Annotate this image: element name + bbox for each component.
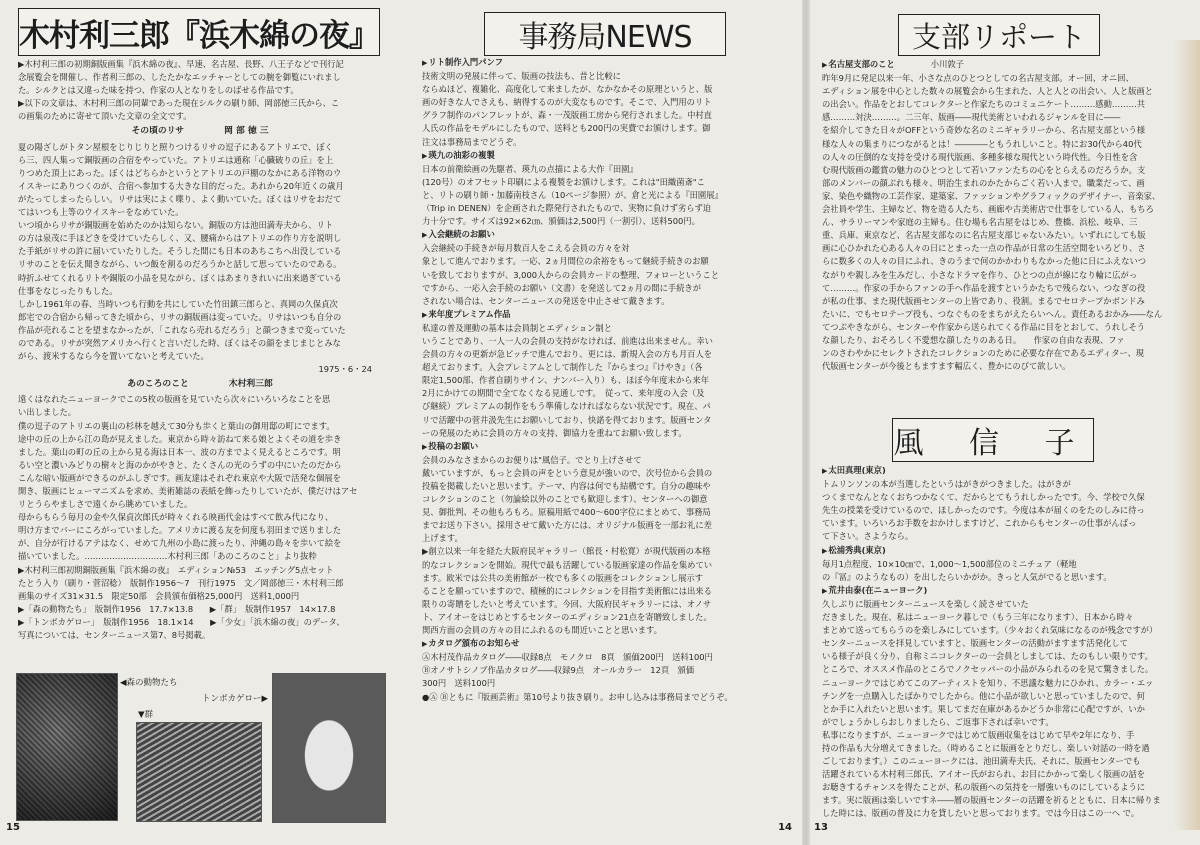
page-title-hamayu: 木村利三郎『浜木綿の夜』 [18,8,380,56]
text-line: ました。葉山の町の丘の上から見る海は日本一、波の方までよく見えるところです。明 [18,446,341,457]
branch-report [822,58,1178,373]
text-line: 様な人々の集まりにつながるとは！――――ともうれしいこと。特にお30代から40代 [822,138,1142,149]
text-line: 家、染色や織物の工芸作家、建築家、ファッションやグラフィックのデザイナー、音楽家、 [822,190,1161,201]
text-line: 見、御批判、その他もろもろ。原稿用紙で400～600字位にまとめて、事務局 [422,507,711,518]
text-line: ●Ⓐ Ⓑともに『版画芸術』第10号より抜き刷り。お申し込みは事務局までどうぞ。 [422,691,733,702]
text-line: 会社員や学生、主婦など、物を造る人たち、画廊や古美術店で仕事をしている人、もちろ [822,204,1154,215]
page-title-news: 事務局NEWS [484,12,726,56]
text-line: 昨年9月に発足以来一年、小さな点のひとつとしての名古屋支部。オー回、オニ回、 [822,73,1134,84]
text-line: 力十分です。サイズは92×62㎝、頒価は2,500円（一割引）、送料500円。 [422,216,700,227]
text-line: ▶創立以来一年を経た大阪府民ギャラリー（館長・村松寛）が現代版画の本格 [422,546,711,557]
subheading-sonokoro [18,125,382,138]
text-line: ▶以下の文章は、木村利三郎の同輩であった現在シルクの刷り師、岡部徳三氏から、こ [18,98,340,109]
text-line: らに数多くの人々の目にふれ、きのうまで何のかかわりもなかった他に日にふえないつ [822,256,1147,267]
news-item-renewal [422,242,786,307]
text-line: が、自分が行けるアテはなく、せめて九州の小島に渡ったり、沖縄の島々を歩いて絵を [18,538,342,549]
text-line: いつ頃からリサが銅版画を始めたのかは知らない。銅版の方は池田満寿夫から、リト [18,220,334,231]
caption-forest-animals: ◀森の動物たち [120,678,178,688]
text-line: いうことであり、一人一人の会員の支持がなければ、前進は出来ません。幸い [422,335,713,346]
print-image-forest-animals [16,673,118,821]
text-line: (120号）のオフセット印刷による複製をお頒けします。これは"田織菌斎"こ [422,176,705,187]
text-line: Ⓐ木村茂作品カタログ――収録8点 モノクロ 8頁 頒価200円 送料100円 [422,652,713,663]
print-image-tombo [272,673,386,823]
text-line: まとめて送ってもらうのを楽しみにしています。（少々おくれ気味になるのが残念ですが） [822,625,1158,636]
intro-lines [18,58,382,123]
text-line: お聴きするチャンスを得たことが、私の版画への気持を一層強いものにしているように [822,782,1146,793]
branch-heading: ▶名古屋支部のこと 小川敦子 [822,59,964,69]
text-line: 代版画センターが今後ともますます輻広く、豊かにのびて欲しい。 [822,361,1071,372]
page-number: 15 [6,822,20,833]
news-item-catalog [422,651,786,703]
text-line: 超えております。入会プレミアムとして制作した『からまつ』『けやき』（各 [422,362,703,373]
text-line: ▶「森の動物たち」 版制作1956 17.7×13.8 ▶「群」 版制作1957 14×17.8 [18,603,336,614]
text-line: いを致しておりますが、3,000人からの会員カードの整理、フォローということ [422,269,720,280]
text-line: 画に心ひかれた心ある人々の日にとまった一点の作品が日常の生活空間をいろどり、さ [822,243,1146,254]
text-line: ところで、オススメ作品のところでノクセッパーの小品がみられるのを見て驚きました。 [822,664,1154,675]
text-line: 私事になりますが、ニューヨークではじめて版画収集をはじめて早や2年になり、手 [822,729,1135,740]
subheading-anokoro [18,378,382,391]
text-line: ンのさわやかにセレクトされたコレクションのために必要な存在であるエディター、現 [822,348,1145,359]
text-line: センターニュースを拝見していますと、版画センターの活動がますます活発化して [822,638,1128,649]
text-line: た。シルクとは又違った味を持つ、作家の人となりをしのばせる作品です。 [18,85,299,96]
text-line: 毎月1点程度、10×10㎝で、1,000～1,500部位のミニチュア（軽地 [822,558,1077,569]
text-line: 的なコレクションを開始。現代で最も活躍している版画家達の作品を集めてい [422,559,713,570]
page-13 [808,0,1200,845]
text-line: とか手に入れたいと思います。果してまだ在庫があるかどうか非常に心配ですが、いか [822,703,1145,714]
page-title-branch: 支部リポート [898,14,1100,56]
text-line: までお送り下さい。採用させて戴いた方には、オリジナル版画を一部お礼に差 [422,520,712,531]
page-number: 13 [814,822,828,833]
text-line: 入会継続の手続きが毎月数百人をこえる会員の方々を対 [422,243,630,254]
text-line: ます。欧米では公共の美術館が一枚でも多くの版画をコレクションし展示す [422,572,704,583]
text-line: の画集のために寄せて頂いた文章の全文です。 [18,111,192,122]
text-line: たとう入り（刷り・菅沼稔） 版制作1956～7 刊行1975 文／岡部徳三・木村利三郎 [18,577,344,588]
text-line: イスキーにありつくのが、合宿へ参加する大きな目的だった。あれから20年近くの歳月 [18,180,344,191]
caption-tombo: トンボカゲロー▶ [202,694,269,704]
text-line: リサのことを伝え聞きながら、いつ飯を割るのだろうかと話して思っていたのである。 [18,259,342,270]
text-line: しかし1961年の春、当時いつも行動を共にしていた竹田鎮三郎らと、真岡の久保貞次 [18,298,338,309]
text-line: 投稿を掲載したいと思います。テーマ、内容は何でも結構です。自分の趣味や [422,481,711,491]
caption-gun: ▼群 [138,710,154,720]
text-line: コレクションのこと（勿論絵以外のことでも歓迎します）、センターへの御意 [422,494,708,505]
text-line: ト、アイオーをはじめとするセンターのエディション21点を寄贈致しました。 [422,611,712,622]
text-line: てつぶやきながら、センターや作家から送られてくる作品に目をとおして、うれしそう [822,321,1146,332]
text-line: 感………対決………。二三年、版画――現代美術といわれるジャンルを目に―― [822,112,1121,123]
text-line: 会員の方々の更新が急ピッチで進んでおり、更には、新規入会の方も月百人を [422,349,713,360]
text-line: 僕の逗子のアトリエの裏山の杉林を越えて30分も歩くと葉山の御用邸の町にでます。 [18,420,335,431]
letters-section [822,464,1178,821]
text-line: グラフ制作のパンフレットが、森・一茂版画工房から発行されました。中村直 [422,110,712,121]
page-15 [0,0,400,845]
text-line: りつめた頂上にあった。ぼくはどちらかというとアトリエの戸棚のなかにある洋物のウ [18,167,342,178]
subheading-title: その頃のリサ [131,126,185,137]
text-line: 作品が売れることを望まなかったが、「これなら売れるだろう」と顔つきまで変っていた [18,324,346,335]
text-line: 途中の丘の上から江の島が見えました。東京から時々訪ねて来る娘とよくその道を歩き [18,433,342,444]
news-item-eikyu [422,163,786,228]
news-body [422,56,786,704]
subheading-author: 岡 部 徳 三 [224,126,269,137]
text-line: 明け方までバーにころがっていました。アメリカに渡る友を何度も羽田まで送りました [18,525,342,536]
text-line: の人々の圧倒的な支持を受ける現代版画、多種多様な現代という時代性。今日性を含 [822,151,1138,162]
news-heading: ▶入会継続のお願い [422,229,495,240]
page-14 [400,0,800,845]
text-line: 夏の陽ざしがトタン屋根をじりじりと照りつけるリサの逗子にあるアトリエで、ぼく [18,141,333,152]
text-line: 写真については、センターニュース第7、8号掲載。 [18,630,211,641]
text-line: 限りの寄贈をしたいと考えています。今回、大阪府民ギャラリーには、オノサ [422,598,712,609]
text-line: ▶木村利三郎の初期銅版画集『浜木綿の夜』、早速、名古屋、長野、八王子などで刊行記 [18,59,344,69]
essay-kimura [18,393,382,563]
text-line: て下さい。さようなら。 [822,531,914,542]
text-line: がたってしまったらしい。リサは実によく喋り、よく動いていた。ぼくはリサをおだて [18,193,342,204]
text-line: 開き、版画にヒューマニズムを求め、美術雑誌の表紙を飾ったりしていたが、僕だけはアセ [18,486,358,496]
text-line: 日本の前衛絵画の先駆者、瑛九の点描による大作『田園』 [422,163,638,174]
letter-heading: ▶松浦秀典(東京) [822,544,886,555]
text-line: るい空と濃いみどりの樹々と海のかがやきと、たくさんの光のうずの中にいたのだから [18,459,342,470]
text-line: 先生の授業を受けているので、ほしかったのです。今度は本が届くのをたのしみに待っ [822,505,1145,516]
text-line: 人氏の作品をモデルにしたもので、送料とも200円の実費でお頒けします。御 [422,123,711,134]
letter-ota [822,478,1178,543]
text-line: 限定1,500部、作者自刷りサイン、ナンバー入り）も、ほぼ今年度末から来年 [422,375,710,386]
letter-arai [822,598,1178,729]
text-line: ています。いろいろお手数をおかけしますけど、これからもセンターの仕事がんばっ [822,518,1137,529]
text-line: たいに、でもセロテープ役も、つなぐものをまちがえたらいへん。責任あるおかみ――なん [822,308,1163,319]
essay-date: 1975・6・24 [318,364,372,375]
text-line: の方は泉茂に手ほどきを受けていたらしく、又、腰痛からはアトリエの作り方を説明し [18,233,342,244]
text-line: ごしております。）このニューヨークには、池田満寿夫氏、それに、版画センターでも [822,756,1141,767]
letter-arai-cont [822,729,1178,821]
text-line: のである。リサが突然アメリカへ行くと言いだした時、ぼくはその顔をまじまじとみな [18,337,341,348]
text-line: な顔したり、おそろしく不愛想な顔したりのある日。 作家の自由な表現、ファ [822,334,1125,345]
text-line: 注文は事務局までどうぞ。 [422,136,522,147]
text-line: ながりや親しみを生みだし、小さなドラマを作り、ひとつの点が線になり輪に広がっ [822,269,1138,280]
text-line: ▶木村利三郎初期銅版画集『浜木綿の夜』 エディション№53 エッチング5点セット [18,564,334,575]
text-line: 部のメンバーの顔ぶれも様々、明治生まれのかたからごく若い人まで。職業だって、画 [822,177,1145,188]
text-line: てはいつも上等のウイスキーをなめていた。 [18,207,184,218]
text-line: ら三、四人集って銅版画の合宿をやっていた。アトリエは通称「心臓破りの丘」を上 [18,154,334,165]
text-line: がでしょうかしらおしりましたら、ご返事下されば幸いです。 [822,716,1054,727]
text-line: た手紙がリサの許に届いていたりした。そうした間にも日本のあちこちへ出没している [18,246,342,257]
text-line: ん、サラリーマンや家庭の主婦も。住む場も名古屋をはじめ、豊橋、浜松、岐阜、三 [822,217,1138,228]
news-heading: ▶リト制作入門パンフ [422,57,504,67]
news-item-osaka [422,545,786,637]
text-line: ですから、一応入会手続のお願い（文書）を発送して2ヵ月の間に手続きが [422,282,702,293]
letter-heading: ▶荒井由泰(在ニューヨーク) [822,584,928,595]
text-line: 念展覧会を開催し、作者利三郎の、したたかなエッチャーとしての腕を御覧にいれまし [18,72,341,83]
text-line: トムリンソンの本が当選したというはがきがつきました。はがきが [822,479,1071,490]
text-line: 時折ふせてくれるリトや銅版の小品を見ながら、ぼくはあまりきれいに出来過ぎている [18,272,342,283]
text-line: した時には、版画の普及に力を貸したいと思っております。では今日はこの一へ で。 [822,808,1140,819]
news-item-submission [422,454,786,546]
news-heading: ▶投稿のお願い [422,440,479,451]
text-line: と、リトの刷り師・加藤南枝さん（10ページ参照）が、倉と光による『田園展』 [422,189,723,200]
text-line: が私の仕事、また現代版画センターの上皆であり、役割。まるでセロテープかボンドみ [822,295,1145,306]
text-line: 象として進んでおります。一応、2ヵ月間位の余裕をもって継続手続きのお願 [422,256,709,267]
text-line: ▶「トンボカゲロー」 版制作1956 18.1×14 ▶「少女」「浜木綿の夜」のデータ、 [18,616,345,627]
text-line: 遠くはなれたニューヨークでこの5枚の版画を見ていたら次々にいろいろなことを思 [18,394,331,405]
text-line: 仕事をなじったりもした。 [18,285,118,296]
news-heading: ▶来年度プレミアム作品 [422,308,511,319]
text-line: の『冨』のようなもの）を出したらいかがか。きっと人気がでると思います。 [822,571,1112,582]
text-line: チングを一点購入したばかりでしたから。他に小品が欲しいと思っていましたので、何 [822,690,1145,701]
subheading-title: あのころのこと [127,379,189,390]
text-line: いる様子が良く分り、自称ミニコレクターの一会員としましては、たのもしい限りです。 [822,651,1153,662]
text-line: 母からもらう毎月の金や久保貞次郎氏が時々くれる映画代金はすべて飲み代になり、 [18,512,334,523]
text-line: 私達の普及運動の基本は会員制とエディション制と [422,322,613,333]
page-title-fushinshi: 風 信 子 [892,418,1094,462]
news-item-premium [422,322,786,440]
text-line: い出しました。 [18,407,77,418]
page-number: 14 [778,822,792,833]
text-line: の出会い。作品をとおしてコレクターと作家たちのコミュニケート………感動………共 [822,99,1146,110]
text-line: だきました。現在、私はニューヨーク暮しで（もう三年になります）、日本から時々 [822,612,1134,623]
text-line: 戴いていますが、もっと会員の声をという意見が強いので、次号位から会員の [422,467,713,478]
text-line: ます。実に版画は楽しいですネ――層の版画センターの活躍を祈るとともに、日本に帰りま [822,795,1161,806]
spec-list [18,564,382,643]
text-line: 2月にかけての期間で全てなくなる見通しです。 従って、来年度の入会（及 [422,388,705,399]
text-line: 会員のみなさまからのお便りは"風信子。でとり上げさせて [422,454,642,465]
text-line: 郎宅での合宿から帰ってきた頃から、リサの銅版画は変っていた。リサはいつも自分の [18,311,342,322]
text-line: 持の作品も大分増えてきました。（時めることに版画をとりだし、楽しい対話の一時を過 [822,742,1150,753]
text-line: 画の好きな人でさえも、納得するのが大変なものです。そこで、入門用のリト [422,97,712,108]
text-line: 久しぶりに版画センターニュースを楽しく読させていた [822,598,1029,609]
text-line: 上げます。 [422,533,463,544]
news-heading: ▶瑛九の油彩の複製 [422,149,495,160]
text-line: こんな暗い版画ができるのがふしぎです。画友達はそれぞれ東京や大阪で活発な個展を [18,472,341,483]
text-line: がら、渡米するなら今を置いてないと考えていた。 [18,351,209,362]
news-heading: ▶カタログ頒布のお知らせ [422,638,520,649]
text-line: Ⓑオノサトシノブ作品カタログ――収録9点 オールカラー 12頁 頒価 [422,665,695,676]
text-line: 活躍されている木村利三郎氏、アイオー氏がおられ、お目にかかって楽しく版画の話を [822,769,1146,780]
text-line: リで活躍中の菅井汲先生にお願いしており、快諾を得ております。版画センタ [422,414,712,425]
text-line: び継続）プレミアムの制作をもう準備しなければならない状況です。現在、パ [422,401,711,412]
news-item-lito [422,70,786,149]
text-line: て………。作家の手からファンの手へ作品を渡すというかたちで残らない、つなぎの役 [822,282,1146,293]
article-body-hamayu [18,58,382,642]
letter-heading: ▶太田真理(東京) [822,465,886,475]
text-line: ならぬほど、複雑化、高度化して来ましたが、なかなかその原理というと、版 [422,84,713,95]
text-line: 300円 送料100円 [422,678,496,689]
text-line: 技術文明の発展に伴って、版画の技法も、昔と比較に [422,71,621,82]
text-line: む現代版画の鑑賞の魅力のひとつとして若いファンたちの心をとらえるのだろうか。支 [822,164,1146,175]
text-line: 関西方面の会員の方々の目にふれるのも間近いことと思います。 [422,625,662,636]
text-line: されない場合は、センターニュースの発送を中止させて戴きます。 [422,295,670,306]
text-line: リとうらやましさで遠くから眺めていました。 [18,499,193,510]
text-line: 重、兵庫、東京など、名古屋支部なのに名古屋支部じゃないみたい。いずれにしても版 [822,230,1146,241]
subheading-author: 木村利三郎 [228,379,273,390]
letter-matsuura [822,558,1178,584]
text-line: （Trip in DENEN）を企画された際発行されたもので、実物に負けず劣らず迫 [422,203,712,214]
text-line: ることを願っていますので、積極的にコレクションを目指す美術館には出来る [422,585,712,596]
branch-text [822,72,1178,373]
paper-stain [1174,40,1200,830]
text-line: ーの発展のために会員の方々の支持、御協力を重ねてお願い致します。 [422,427,687,438]
text-line: を紹介してきた日々がOFFという奇妙な名のミニギャラリーから、名古屋支部という様 [822,125,1146,136]
text-line: 画集のサイズ31×31.5 限定50部 会員頒布価格25,000円 送料1,000円 [18,590,300,601]
text-line: エディション展を中心とした数々の展覧会から生まれた、人と人との出会い、人と版画と [822,86,1154,97]
text-line: つくまでなんとなくおちつかなくて、だからとてもうれしかったです。今、学校で久保 [822,492,1145,503]
text-line: 描いていました。…………………………木村利三郎「あのころのこと」より抜粋 [18,551,317,562]
essay-okabe [18,141,382,364]
text-line: ニューヨークではじめてこのアーティストを知り、不思議な魅力にひかれ、カラー・エッ [822,677,1154,688]
print-image-gun [136,722,262,822]
